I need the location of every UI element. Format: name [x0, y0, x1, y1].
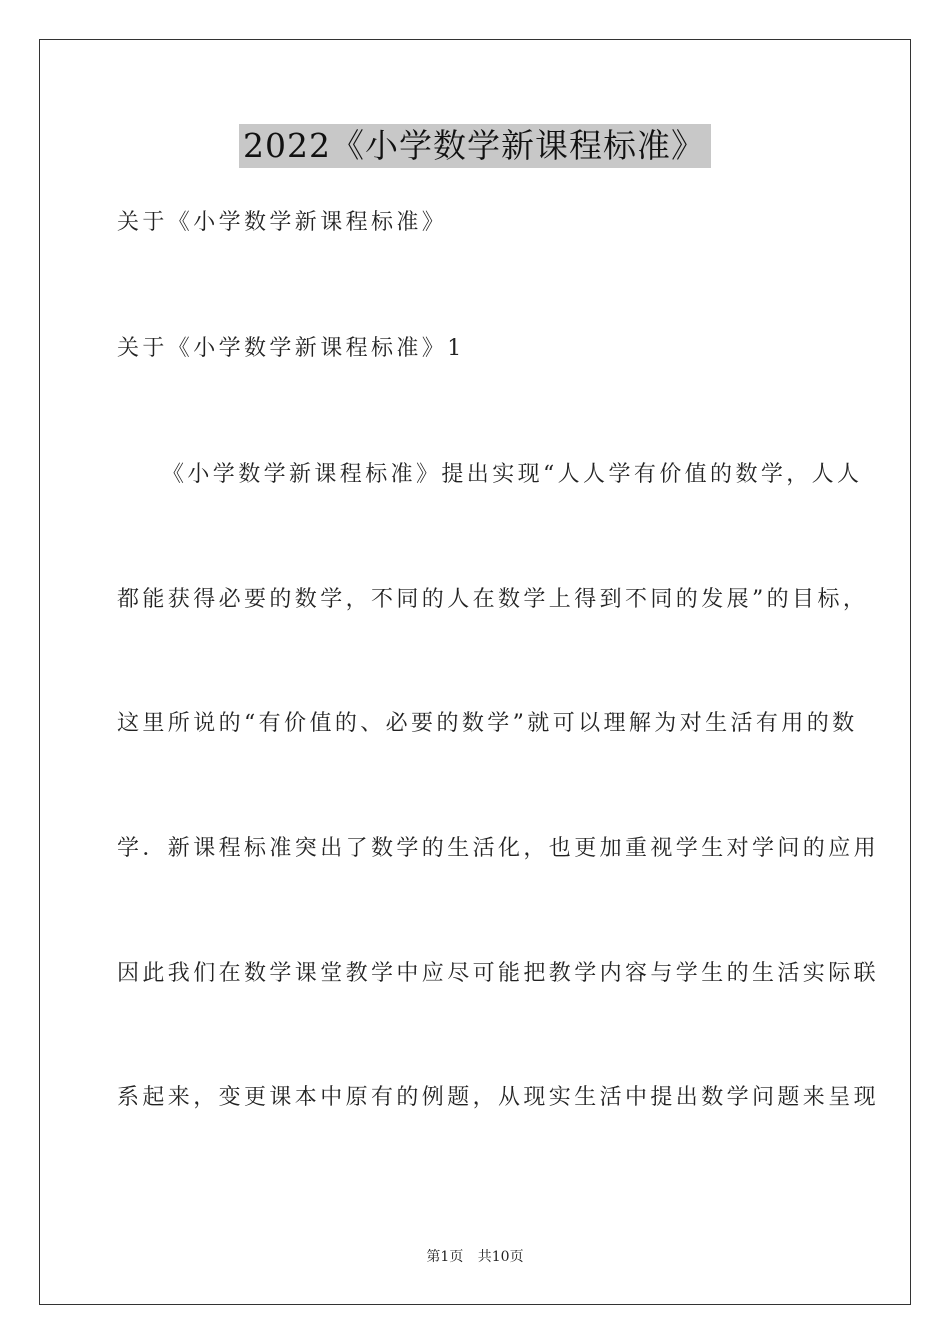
title-container: [0, 124, 950, 168]
paragraph-line: 学．新课程标准突出了数学的生活化，也更加重视学生对学问的应用: [117, 836, 880, 861]
document-title: 2022《小学数学新课程标准》: [239, 124, 711, 168]
page-footer: 第1页 共10页: [426, 1249, 524, 1265]
paragraph-line: 《小学数学新课程标准》提出实现“人人学有价值的数学，人人: [162, 462, 863, 487]
paragraph-line: 都能获得必要的数学，不同的人在数学上得到不同的发展”的目标，: [117, 587, 869, 612]
heading-2: 关于《小学数学新课程标准》1: [117, 336, 465, 361]
paragraph-line: 这里所说的“有价值的、必要的数学”就可以理解为对生活有用的数: [117, 711, 858, 736]
paragraph-line: 系起来，变更课本中原有的例题，从现实生活中提出数学问题来呈现: [117, 1085, 880, 1110]
paragraph-line: 因此我们在数学课堂教学中应尽可能把教学内容与学生的生活实际联: [117, 961, 880, 986]
heading-1: 关于《小学数学新课程标准》: [117, 210, 448, 235]
